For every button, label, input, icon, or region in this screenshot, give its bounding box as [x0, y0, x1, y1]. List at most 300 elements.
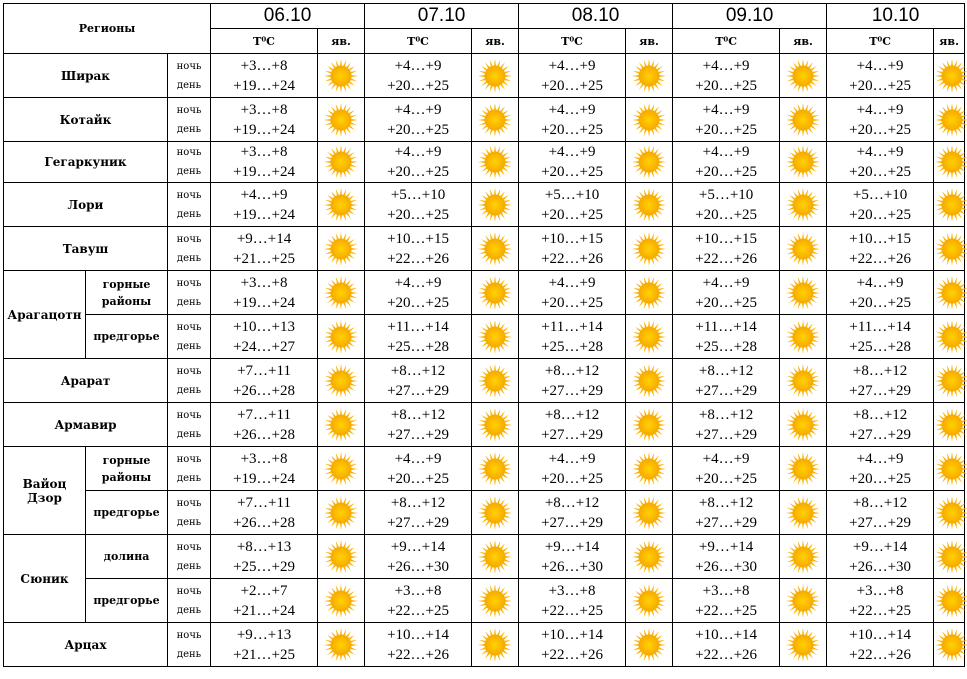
weather-cell — [318, 271, 365, 315]
day-temperature: +19…+24 — [233, 206, 295, 223]
weather-cell — [780, 579, 827, 623]
table-row — [4, 183, 965, 227]
weather-cell — [780, 447, 827, 491]
day-temperature: +20…+25 — [387, 206, 449, 223]
date-header: 07.10 — [365, 4, 519, 29]
night-label: ночь — [176, 233, 202, 245]
temperature-cell — [519, 98, 626, 142]
night-temperature: +4…+9 — [702, 450, 750, 467]
temperature-cell — [519, 491, 626, 535]
night-temperature: +4…+9 — [856, 274, 904, 291]
subregion-name: предгорье — [86, 491, 168, 535]
day-temperature: +21…+24 — [233, 602, 295, 619]
day-temperature: +27…+29 — [695, 426, 758, 443]
temperature-cell — [673, 623, 780, 667]
weather-cell — [318, 579, 365, 623]
sun-icon — [780, 102, 826, 138]
day-temperature: +20…+25 — [849, 294, 912, 311]
night-temperature: +8…+12 — [544, 406, 600, 423]
temperature-cell — [827, 54, 934, 98]
day-temperature: +22…+25 — [849, 602, 912, 619]
weather-cell — [626, 271, 673, 315]
sun-icon — [318, 275, 364, 311]
night-temperature: +4…+9 — [548, 101, 596, 118]
night-temperature: +3…+8 — [240, 274, 288, 291]
night-temperature: +8…+12 — [852, 362, 908, 379]
night-temperature: +3…+8 — [856, 582, 904, 599]
temperature-cell — [827, 491, 934, 535]
temperature-cell — [365, 623, 472, 667]
weather-column-header: яв. — [780, 29, 827, 54]
night-temperature: +7…+11 — [237, 494, 291, 511]
temperature-cell — [827, 403, 934, 447]
sun-icon — [934, 627, 964, 663]
day-temperature: +19…+24 — [233, 77, 295, 94]
temperature-cell — [519, 271, 626, 315]
day-temperature: +19…+24 — [233, 121, 295, 138]
temperature-cell — [827, 579, 934, 623]
day-temperature: +24…+27 — [233, 338, 295, 355]
region-name: Котайк — [4, 98, 168, 142]
day-temperature: +27…+29 — [387, 514, 449, 531]
sun-icon — [626, 363, 672, 399]
sun-icon — [934, 58, 964, 94]
sun-icon — [780, 144, 826, 180]
sun-icon — [934, 363, 964, 399]
night-temperature: +3…+8 — [240, 101, 288, 118]
day-temperature: +20…+25 — [849, 206, 912, 223]
weather-cell — [472, 271, 519, 315]
table-row — [4, 403, 965, 447]
weather-cell — [626, 491, 673, 535]
sun-icon — [934, 231, 964, 267]
sun-icon — [472, 144, 518, 180]
sun-icon — [318, 407, 364, 443]
day-temperature: +20…+25 — [387, 470, 449, 487]
day-temperature: +20…+25 — [541, 121, 604, 138]
night-temperature: +3…+8 — [240, 450, 288, 467]
day-temperature: +20…+25 — [695, 121, 758, 138]
date-header: 06.10 — [211, 4, 365, 29]
night-temperature: +5…+10 — [698, 186, 754, 203]
weather-cell — [934, 447, 965, 491]
temperature-cell — [211, 535, 318, 579]
sun-icon — [318, 231, 364, 267]
day-temperature: +26…+30 — [387, 558, 449, 575]
weather-cell — [318, 183, 365, 227]
weather-cell — [472, 491, 519, 535]
temp-column-header: T⁰C — [519, 29, 626, 54]
temperature-cell — [519, 579, 626, 623]
region-name: Ширак — [4, 54, 168, 98]
weather-cell — [318, 54, 365, 98]
night-day-label — [168, 315, 211, 359]
day-temperature: +20…+25 — [387, 164, 449, 180]
night-temperature: +10…+15 — [695, 230, 758, 247]
temperature-cell — [673, 227, 780, 271]
temperature-cell — [673, 491, 780, 535]
sun-icon — [626, 539, 672, 575]
day-temperature: +27…+29 — [695, 514, 758, 531]
weather-cell — [318, 535, 365, 579]
region-name: Гегаркуник — [4, 142, 168, 183]
regions-header: Регионы — [4, 4, 211, 54]
night-day-label — [168, 271, 211, 315]
temperature-cell — [365, 315, 472, 359]
weather-cell — [934, 271, 965, 315]
sun-icon — [780, 495, 826, 531]
night-temperature: +4…+9 — [548, 274, 596, 291]
temperature-cell — [211, 447, 318, 491]
night-temperature: +10…+13 — [233, 318, 295, 335]
table-header — [4, 4, 965, 54]
date-header: 10.10 — [827, 4, 965, 29]
region-name: Тавуш — [4, 227, 168, 271]
temperature-cell — [519, 359, 626, 403]
day-temperature: +22…+25 — [387, 602, 449, 619]
night-temperature: +8…+12 — [544, 362, 600, 379]
weather-cell — [472, 183, 519, 227]
weather-cell — [626, 359, 673, 403]
date-header: 09.10 — [673, 4, 827, 29]
temperature-cell — [519, 623, 626, 667]
region-name: Арарат — [4, 359, 168, 403]
sun-icon — [318, 451, 364, 487]
weather-cell — [780, 359, 827, 403]
day-temperature: +21…+25 — [233, 250, 295, 267]
day-temperature: +25…+28 — [849, 338, 912, 355]
night-temperature: +3…+8 — [240, 144, 288, 160]
sun-icon — [626, 407, 672, 443]
day-temperature: +22…+26 — [849, 250, 912, 267]
temperature-cell — [673, 447, 780, 491]
temperature-cell — [519, 315, 626, 359]
sun-icon — [318, 319, 364, 355]
sun-icon — [780, 319, 826, 355]
day-temperature: +19…+24 — [233, 294, 295, 311]
weather-cell — [626, 403, 673, 447]
temperature-cell — [673, 54, 780, 98]
night-temperature: +8…+12 — [390, 406, 446, 423]
weather-cell — [934, 403, 965, 447]
table-row — [4, 271, 965, 315]
day-temperature: +26…+28 — [233, 426, 295, 443]
table-row — [4, 315, 965, 359]
night-temperature: +10…+14 — [695, 626, 758, 643]
night-temperature: +4…+9 — [702, 274, 750, 291]
day-temperature: +20…+25 — [695, 294, 758, 311]
day-temperature: +20…+25 — [695, 206, 758, 223]
temperature-cell — [365, 579, 472, 623]
weather-cell — [934, 142, 965, 183]
sun-icon — [626, 627, 672, 663]
region-name: Арагацотн — [4, 271, 86, 359]
weather-cell — [626, 227, 673, 271]
night-temperature: +3…+8 — [394, 582, 442, 599]
day-temperature: +22…+25 — [695, 602, 758, 619]
night-temperature: +8…+12 — [544, 494, 600, 511]
night-temperature: +8…+12 — [390, 362, 446, 379]
sun-icon — [318, 539, 364, 575]
night-temperature: +10…+14 — [849, 626, 912, 643]
temperature-cell — [673, 142, 780, 183]
day-label: день — [176, 252, 202, 264]
day-label: день — [176, 384, 202, 396]
region-name: Лори — [4, 183, 168, 227]
day-temperature: +26…+30 — [695, 558, 758, 575]
day-temperature: +22…+26 — [695, 646, 758, 663]
temperature-cell — [365, 403, 472, 447]
night-temperature: +9…+14 — [544, 538, 600, 555]
weather-column-header: яв. — [934, 29, 965, 54]
sun-icon — [626, 144, 672, 180]
region-name: Армавир — [4, 403, 168, 447]
temperature-cell — [365, 359, 472, 403]
weather-cell — [318, 623, 365, 667]
temperature-cell — [211, 183, 318, 227]
sun-icon — [472, 319, 518, 355]
night-temperature: +3…+8 — [702, 582, 750, 599]
night-temperature: +3…+8 — [240, 57, 288, 74]
night-temperature: +4…+9 — [394, 57, 442, 74]
night-temperature: +8…+12 — [698, 494, 754, 511]
day-label: день — [176, 296, 202, 308]
sun-icon — [780, 363, 826, 399]
day-label: день — [176, 516, 202, 528]
temperature-cell — [673, 183, 780, 227]
day-label: день — [176, 560, 202, 572]
temp-column-header: T⁰C — [673, 29, 780, 54]
night-temperature: +4…+9 — [856, 144, 904, 160]
day-temperature: +27…+29 — [387, 426, 449, 443]
sun-icon — [472, 495, 518, 531]
night-temperature: +11…+14 — [695, 318, 757, 335]
weather-cell — [472, 403, 519, 447]
temp-column-header: T⁰C — [827, 29, 934, 54]
sun-icon — [626, 231, 672, 267]
temperature-cell — [365, 98, 472, 142]
night-temperature: +8…+12 — [698, 406, 754, 423]
night-day-label — [168, 54, 211, 98]
day-temperature: +22…+26 — [541, 646, 604, 663]
day-temperature: +20…+25 — [541, 206, 604, 223]
weather-cell — [626, 535, 673, 579]
day-temperature: +20…+25 — [695, 77, 758, 94]
sun-icon — [934, 495, 964, 531]
night-label: ночь — [176, 629, 202, 641]
night-day-label — [168, 142, 211, 183]
subregion-name: предгорье — [86, 579, 168, 623]
weather-cell — [626, 142, 673, 183]
sun-icon — [626, 319, 672, 355]
day-label: день — [176, 79, 202, 91]
sun-icon — [626, 58, 672, 94]
sun-icon — [318, 58, 364, 94]
night-temperature: +8…+12 — [852, 406, 908, 423]
weather-cell — [934, 623, 965, 667]
night-temperature: +10…+15 — [387, 230, 449, 247]
day-temperature: +20…+25 — [387, 294, 449, 311]
temperature-cell — [211, 491, 318, 535]
day-temperature: +20…+25 — [541, 77, 604, 94]
table-body — [4, 54, 965, 667]
day-temperature: +26…+30 — [541, 558, 604, 575]
weather-cell — [780, 623, 827, 667]
sun-icon — [780, 407, 826, 443]
night-label: ночь — [176, 277, 202, 289]
night-day-label — [168, 403, 211, 447]
weather-cell — [472, 98, 519, 142]
night-temperature: +5…+10 — [390, 186, 446, 203]
weather-cell — [472, 447, 519, 491]
temperature-cell — [365, 491, 472, 535]
day-label: день — [176, 428, 202, 440]
sun-icon — [472, 187, 518, 223]
night-day-label — [168, 359, 211, 403]
temperature-cell — [211, 623, 318, 667]
night-temperature: +9…+14 — [390, 538, 446, 555]
day-temperature: +25…+28 — [541, 338, 604, 355]
temperature-cell — [519, 142, 626, 183]
table-row — [4, 491, 965, 535]
temperature-cell — [365, 535, 472, 579]
temperature-cell — [365, 183, 472, 227]
temperature-cell — [211, 403, 318, 447]
weather-cell — [318, 98, 365, 142]
temperature-cell — [827, 447, 934, 491]
sun-icon — [472, 451, 518, 487]
night-temperature: +4…+9 — [702, 101, 750, 118]
weather-cell — [318, 491, 365, 535]
night-temperature: +4…+9 — [240, 186, 288, 203]
weather-cell — [626, 623, 673, 667]
weather-cell — [626, 98, 673, 142]
day-temperature: +19…+24 — [233, 164, 295, 180]
temperature-cell — [519, 54, 626, 98]
weather-cell — [318, 142, 365, 183]
day-temperature: +20…+25 — [541, 294, 604, 311]
sun-icon — [318, 495, 364, 531]
sun-icon — [934, 407, 964, 443]
sun-icon — [780, 539, 826, 575]
table-row — [4, 623, 965, 667]
night-temperature: +10…+14 — [541, 626, 604, 643]
temperature-cell — [827, 315, 934, 359]
weather-cell — [472, 535, 519, 579]
night-temperature: +8…+12 — [698, 362, 754, 379]
temperature-cell — [827, 535, 934, 579]
temperature-cell — [365, 142, 472, 183]
table-row — [4, 98, 965, 142]
temperature-cell — [211, 54, 318, 98]
night-temperature: +10…+15 — [849, 230, 912, 247]
day-temperature: +27…+29 — [541, 426, 604, 443]
weather-column-header: яв. — [472, 29, 519, 54]
night-label: ночь — [176, 585, 202, 597]
table-row — [4, 447, 965, 491]
temp-column-header: T⁰C — [365, 29, 472, 54]
night-temperature: +4…+9 — [856, 101, 904, 118]
weather-cell — [472, 142, 519, 183]
temperature-cell — [827, 359, 934, 403]
weather-cell — [626, 183, 673, 227]
weather-cell — [780, 403, 827, 447]
sun-icon — [472, 407, 518, 443]
sun-icon — [472, 363, 518, 399]
day-temperature: +27…+29 — [849, 426, 912, 443]
sun-icon — [626, 451, 672, 487]
weather-cell — [780, 227, 827, 271]
temperature-cell — [827, 271, 934, 315]
temperature-cell — [211, 142, 318, 183]
day-temperature: +20…+25 — [695, 470, 758, 487]
temperature-cell — [673, 403, 780, 447]
day-temperature: +25…+29 — [233, 558, 295, 575]
night-day-label — [168, 183, 211, 227]
weather-cell — [472, 623, 519, 667]
weather-cell — [934, 183, 965, 227]
day-temperature: +22…+25 — [541, 602, 604, 619]
temperature-cell — [673, 359, 780, 403]
temperature-cell — [519, 535, 626, 579]
day-temperature: +22…+26 — [387, 646, 449, 663]
temperature-cell — [673, 271, 780, 315]
night-temperature: +10…+14 — [387, 626, 449, 643]
night-label: ночь — [176, 409, 202, 421]
sun-icon — [934, 102, 964, 138]
sun-icon — [626, 187, 672, 223]
night-temperature: +4…+9 — [394, 274, 442, 291]
sun-icon — [472, 275, 518, 311]
table-row — [4, 579, 965, 623]
weather-cell — [472, 359, 519, 403]
night-label: ночь — [176, 541, 202, 553]
weather-column-header: яв. — [626, 29, 673, 54]
weather-cell — [472, 315, 519, 359]
day-temperature: +27…+29 — [541, 514, 604, 531]
day-label: день — [176, 166, 202, 177]
sun-icon — [472, 627, 518, 663]
weather-cell — [780, 535, 827, 579]
sun-icon — [780, 187, 826, 223]
night-label: ночь — [176, 497, 202, 509]
night-temperature: +11…+14 — [849, 318, 911, 335]
day-label: день — [176, 340, 202, 352]
sun-icon — [934, 451, 964, 487]
night-day-label — [168, 98, 211, 142]
temperature-cell — [211, 98, 318, 142]
temperature-cell — [519, 447, 626, 491]
weather-cell — [626, 447, 673, 491]
temperature-cell — [211, 227, 318, 271]
day-temperature: +20…+25 — [695, 164, 758, 180]
sun-icon — [780, 627, 826, 663]
sun-icon — [780, 275, 826, 311]
sun-icon — [626, 102, 672, 138]
subregion-name: долина — [86, 535, 168, 579]
sun-icon — [472, 583, 518, 619]
sun-icon — [318, 363, 364, 399]
night-temperature: +4…+9 — [702, 57, 750, 74]
weather-cell — [472, 579, 519, 623]
table-row — [4, 54, 965, 98]
sun-icon — [934, 187, 964, 223]
day-label: день — [176, 472, 202, 484]
sun-icon — [780, 583, 826, 619]
day-temperature: +27…+29 — [849, 382, 912, 399]
weather-cell — [318, 315, 365, 359]
region-name: Арцах — [4, 623, 168, 667]
